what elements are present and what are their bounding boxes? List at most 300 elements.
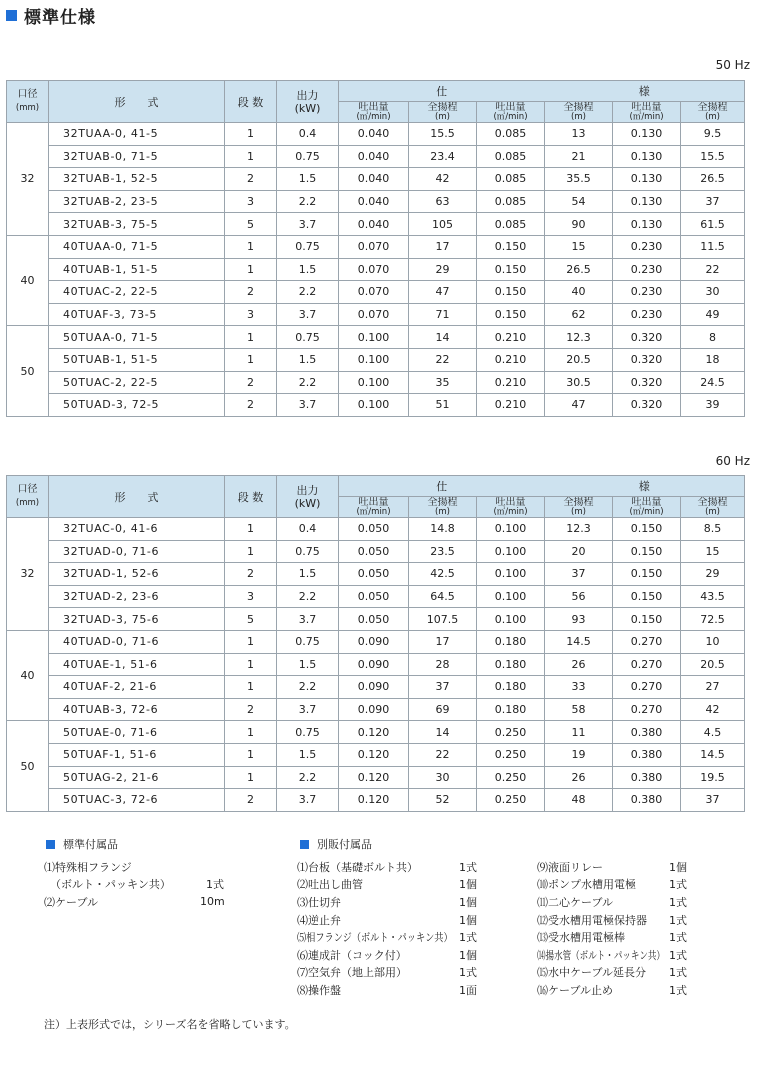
table-row xyxy=(7,235,745,258)
cell-output: 0.4 xyxy=(277,518,339,541)
table-row xyxy=(7,145,745,168)
cell-flow-1: 0.090 xyxy=(339,676,409,699)
cell-stages: 3 xyxy=(225,303,277,326)
cell-flow-1: 0.120 xyxy=(339,766,409,789)
spec-table-60hz xyxy=(6,475,745,812)
cell-head-2: 48 xyxy=(545,789,613,812)
cell-flow-3: 0.230 xyxy=(613,281,681,304)
table-row xyxy=(7,190,745,213)
header-spec-left: 仕 xyxy=(339,81,545,102)
cell-model: 50TUAB-1, 51-5 xyxy=(49,348,225,371)
cell-flow-3: 0.130 xyxy=(613,213,681,236)
cell-head-3: 19.5 xyxy=(681,766,745,789)
header-flow xyxy=(613,102,681,123)
cell-flow-3: 0.270 xyxy=(613,653,681,676)
accessory-name: ⑵吐出し曲管 xyxy=(297,878,363,892)
header-head xyxy=(545,102,613,123)
header-output xyxy=(277,476,339,518)
header-output-label: 出力 xyxy=(296,88,319,102)
header-spec-left: 仕 xyxy=(339,476,545,497)
cell-model: 50TUAF-1, 51-6 xyxy=(49,743,225,766)
accessory-name: ⑻操作盤 xyxy=(297,983,341,997)
list-item xyxy=(537,858,707,876)
cell-head-3: 10 xyxy=(681,630,745,653)
cell-output: 3.7 xyxy=(277,394,339,417)
table-row xyxy=(7,348,745,371)
cell-head-3: 14.5 xyxy=(681,743,745,766)
cell-flow-1: 0.070 xyxy=(339,281,409,304)
table-row xyxy=(7,326,745,349)
accessory-qty: 1面 xyxy=(459,983,477,997)
table-row xyxy=(7,766,745,789)
cell-head-2: 13 xyxy=(545,123,613,146)
header-flow-label: 吐出量 xyxy=(495,496,526,508)
cell-head-1: 23.5 xyxy=(409,540,477,563)
header-spec-right: 様 xyxy=(545,81,745,102)
cell-head-1: 42.5 xyxy=(409,563,477,586)
cell-head-3: 20.5 xyxy=(681,653,745,676)
cell-head-2: 37 xyxy=(545,563,613,586)
cell-output: 0.75 xyxy=(277,540,339,563)
accessory-name: （ボルト・パッキン共） xyxy=(50,878,171,892)
cell-flow-2: 0.250 xyxy=(477,743,545,766)
cell-stages: 5 xyxy=(225,608,277,631)
header-output xyxy=(277,81,339,123)
cell-head-2: 30.5 xyxy=(545,371,613,394)
cell-flow-2: 0.100 xyxy=(477,608,545,631)
table-row xyxy=(7,281,745,304)
cell-head-3: 15.5 xyxy=(681,145,745,168)
cell-head-3: 26.5 xyxy=(681,168,745,191)
cell-head-2: 11 xyxy=(545,721,613,744)
cell-flow-1: 0.050 xyxy=(339,608,409,631)
list-item xyxy=(44,876,244,894)
cell-output: 2.2 xyxy=(277,766,339,789)
cell-model: 40TUAD-0, 71-6 xyxy=(49,630,225,653)
header-flow-unit: (㎥/min) xyxy=(493,111,528,122)
header-head-label: 全揚程 xyxy=(427,496,458,508)
header-head-label: 全揚程 xyxy=(563,101,594,113)
cell-head-1: 42 xyxy=(409,168,477,191)
table-row xyxy=(7,698,745,721)
cell-flow-3: 0.150 xyxy=(613,608,681,631)
header-head xyxy=(545,497,613,518)
cell-head-2: 20 xyxy=(545,540,613,563)
cell-flow-3: 0.150 xyxy=(613,585,681,608)
cell-flow-3: 0.230 xyxy=(613,258,681,281)
cell-head-1: 63 xyxy=(409,190,477,213)
cell-head-2: 33 xyxy=(545,676,613,699)
cell-output: 0.4 xyxy=(277,123,339,146)
cell-head-1: 17 xyxy=(409,235,477,258)
cell-flow-1: 0.050 xyxy=(339,518,409,541)
header-head-label: 全揚程 xyxy=(427,101,458,113)
accessory-qty: 1式 xyxy=(669,878,687,892)
accessory-qty: 1式 xyxy=(669,983,687,997)
cell-flow-1: 0.100 xyxy=(339,348,409,371)
cell-flow-1: 0.100 xyxy=(339,326,409,349)
cell-model: 32TUAB-1, 52-5 xyxy=(49,168,225,191)
cell-stages: 3 xyxy=(225,585,277,608)
cell-head-1: 105 xyxy=(409,213,477,236)
cell-output: 1.5 xyxy=(277,653,339,676)
cell-stages: 2 xyxy=(225,281,277,304)
cell-head-2: 35.5 xyxy=(545,168,613,191)
cell-head-1: 29 xyxy=(409,258,477,281)
cell-flow-2: 0.150 xyxy=(477,303,545,326)
cell-model: 32TUAB-2, 23-5 xyxy=(49,190,225,213)
cell-flow-1: 0.040 xyxy=(339,213,409,236)
list-item xyxy=(537,893,707,911)
cell-output: 2.2 xyxy=(277,190,339,213)
cell-model: 40TUAC-2, 22-5 xyxy=(49,281,225,304)
header-flow xyxy=(613,497,681,518)
cell-flow-2: 0.180 xyxy=(477,698,545,721)
cell-flow-3: 0.380 xyxy=(613,766,681,789)
cell-model: 40TUAA-0, 71-5 xyxy=(49,235,225,258)
cell-flow-3: 0.320 xyxy=(613,371,681,394)
cell-stages: 1 xyxy=(225,145,277,168)
accessory-qty: 1個 xyxy=(669,860,687,874)
cell-head-2: 26 xyxy=(545,653,613,676)
cell-stages: 2 xyxy=(225,698,277,721)
cell-flow-2: 0.085 xyxy=(477,123,545,146)
header-flow-label: 吐出量 xyxy=(495,101,526,113)
header-flow-label: 吐出量 xyxy=(358,496,389,508)
cell-flow-3: 0.230 xyxy=(613,235,681,258)
standard-accessories-list xyxy=(44,858,244,911)
cell-flow-2: 0.150 xyxy=(477,235,545,258)
cell-flow-3: 0.320 xyxy=(613,326,681,349)
cell-head-3: 29 xyxy=(681,563,745,586)
cell-head-1: 23.4 xyxy=(409,145,477,168)
cell-flow-3: 0.130 xyxy=(613,145,681,168)
accessory-name: ⑷逆止弁 xyxy=(297,913,341,927)
accessory-qty: 1個 xyxy=(459,913,477,927)
cell-stages: 2 xyxy=(225,371,277,394)
cell-flow-2: 0.210 xyxy=(477,371,545,394)
cell-model: 50TUAE-0, 71-6 xyxy=(49,721,225,744)
cell-diameter: 40 xyxy=(7,630,49,720)
cell-head-1: 15.5 xyxy=(409,123,477,146)
cell-head-2: 19 xyxy=(545,743,613,766)
footnote: 注）上表形式では，シリーズ名を省略しています。 xyxy=(44,1018,296,1031)
cell-flow-1: 0.090 xyxy=(339,698,409,721)
cell-stages: 2 xyxy=(225,563,277,586)
cell-head-1: 22 xyxy=(409,348,477,371)
cell-flow-1: 0.040 xyxy=(339,168,409,191)
cell-model: 32TUAD-2, 23-6 xyxy=(49,585,225,608)
cell-diameter: 40 xyxy=(7,235,49,325)
cell-flow-3: 0.270 xyxy=(613,630,681,653)
standard-accessories-title: 標準付属品 xyxy=(63,838,118,851)
header-flow-label: 吐出量 xyxy=(631,101,662,113)
accessory-name: ⒂水中ケーブル延長分 xyxy=(537,966,647,980)
cell-head-1: 22 xyxy=(409,743,477,766)
accessory-name: ⒀受水槽用電極棒 xyxy=(537,931,625,945)
accessory-name: ⑵ケーブル xyxy=(44,895,99,909)
cell-flow-3: 0.320 xyxy=(613,394,681,417)
table-row xyxy=(7,213,745,236)
cell-flow-2: 0.085 xyxy=(477,168,545,191)
cell-diameter: 50 xyxy=(7,326,49,416)
list-item xyxy=(537,964,707,982)
cell-head-3: 30 xyxy=(681,281,745,304)
header-diameter-label: 口径 xyxy=(17,484,38,495)
page-title: 標準仕様 xyxy=(24,7,96,28)
cell-head-3: 4.5 xyxy=(681,721,745,744)
cell-flow-3: 0.380 xyxy=(613,789,681,812)
cell-head-2: 40 xyxy=(545,281,613,304)
cell-head-3: 24.5 xyxy=(681,371,745,394)
spec-table-50hz xyxy=(6,80,745,417)
cell-flow-2: 0.180 xyxy=(477,630,545,653)
cell-flow-1: 0.050 xyxy=(339,563,409,586)
cell-output: 3.7 xyxy=(277,213,339,236)
cell-flow-3: 0.380 xyxy=(613,743,681,766)
cell-head-2: 54 xyxy=(545,190,613,213)
cell-flow-3: 0.130 xyxy=(613,123,681,146)
cell-stages: 1 xyxy=(225,348,277,371)
title-square-icon xyxy=(6,10,17,21)
table-row xyxy=(7,721,745,744)
header-head-unit: (m) xyxy=(705,111,720,122)
cell-head-2: 47 xyxy=(545,394,613,417)
list-item xyxy=(297,964,497,982)
cell-flow-3: 0.150 xyxy=(613,540,681,563)
cell-output: 1.5 xyxy=(277,168,339,191)
cell-output: 2.2 xyxy=(277,281,339,304)
accessory-qty: 1式 xyxy=(459,860,477,874)
accessory-name: ⑿受水槽用電極保持器 xyxy=(537,913,647,927)
standard-accessories-heading xyxy=(46,836,118,852)
cell-head-1: 14 xyxy=(409,326,477,349)
accessory-name: ⑴台板（基礎ボルト共） xyxy=(297,860,418,874)
list-item xyxy=(537,876,707,894)
page-title-block xyxy=(6,4,96,26)
header-head-unit: (m) xyxy=(571,506,586,517)
header-flow xyxy=(477,497,545,518)
header-head-label: 全揚程 xyxy=(563,496,594,508)
table-row xyxy=(7,676,745,699)
cell-flow-3: 0.130 xyxy=(613,168,681,191)
cell-flow-1: 0.050 xyxy=(339,585,409,608)
cell-model: 32TUAD-0, 71-6 xyxy=(49,540,225,563)
cell-flow-2: 0.085 xyxy=(477,145,545,168)
header-flow-unit: (㎥/min) xyxy=(356,111,391,122)
cell-flow-2: 0.250 xyxy=(477,789,545,812)
accessory-qty: 1式 xyxy=(669,895,687,909)
cell-head-1: 107.5 xyxy=(409,608,477,631)
header-flow xyxy=(339,497,409,518)
freq-label-60hz: 60 Hz xyxy=(715,454,750,468)
cell-head-2: 12.3 xyxy=(545,518,613,541)
cell-head-1: 30 xyxy=(409,766,477,789)
accessory-name: ⒃ケーブル止め xyxy=(537,983,614,997)
cell-flow-2: 0.085 xyxy=(477,190,545,213)
accessory-name: ⑶仕切弁 xyxy=(297,895,341,909)
list-item xyxy=(297,876,497,894)
cell-flow-2: 0.085 xyxy=(477,213,545,236)
accessory-qty: 1個 xyxy=(459,878,477,892)
header-flow-unit: (㎥/min) xyxy=(356,506,391,517)
cell-head-2: 12.3 xyxy=(545,326,613,349)
cell-stages: 1 xyxy=(225,721,277,744)
cell-head-3: 9.5 xyxy=(681,123,745,146)
cell-head-2: 21 xyxy=(545,145,613,168)
cell-output: 1.5 xyxy=(277,743,339,766)
table-row xyxy=(7,653,745,676)
cell-head-2: 58 xyxy=(545,698,613,721)
cell-head-3: 42 xyxy=(681,698,745,721)
table-row xyxy=(7,540,745,563)
header-output-unit: (kW) xyxy=(294,496,321,510)
cell-output: 3.7 xyxy=(277,698,339,721)
list-item xyxy=(297,911,497,929)
list-item xyxy=(297,858,497,876)
table-row xyxy=(7,743,745,766)
cell-output: 3.7 xyxy=(277,303,339,326)
cell-stages: 1 xyxy=(225,743,277,766)
accessory-name: ⑺空気弁（地上部用） xyxy=(297,966,407,980)
header-head-label: 全揚程 xyxy=(697,101,728,113)
list-item xyxy=(44,893,244,911)
cell-head-2: 62 xyxy=(545,303,613,326)
header-head xyxy=(409,102,477,123)
cell-diameter: 32 xyxy=(7,518,49,631)
table-row xyxy=(7,123,745,146)
accessory-qty: 1式 xyxy=(459,966,477,980)
cell-head-3: 72.5 xyxy=(681,608,745,631)
cell-flow-1: 0.100 xyxy=(339,371,409,394)
list-item xyxy=(297,893,497,911)
table-row xyxy=(7,258,745,281)
cell-model: 50TUAD-3, 72-5 xyxy=(49,394,225,417)
cell-head-1: 28 xyxy=(409,653,477,676)
cell-flow-2: 0.150 xyxy=(477,281,545,304)
cell-flow-1: 0.070 xyxy=(339,303,409,326)
header-flow-unit: (㎥/min) xyxy=(629,111,664,122)
accessory-qty: 1個 xyxy=(459,948,477,962)
header-model: 形 式 xyxy=(49,81,225,123)
table-row xyxy=(7,585,745,608)
cell-head-2: 56 xyxy=(545,585,613,608)
cell-head-1: 14 xyxy=(409,721,477,744)
cell-flow-1: 0.070 xyxy=(339,258,409,281)
cell-head-3: 18 xyxy=(681,348,745,371)
cell-flow-2: 0.250 xyxy=(477,766,545,789)
accessory-qty: 1個 xyxy=(459,895,477,909)
accessory-qty: 10m xyxy=(200,895,225,909)
header-head-unit: (m) xyxy=(571,111,586,122)
cell-flow-1: 0.100 xyxy=(339,394,409,417)
cell-flow-2: 0.150 xyxy=(477,258,545,281)
cell-head-1: 14.8 xyxy=(409,518,477,541)
cell-head-1: 35 xyxy=(409,371,477,394)
cell-flow-2: 0.210 xyxy=(477,326,545,349)
cell-output: 2.2 xyxy=(277,676,339,699)
cell-head-1: 64.5 xyxy=(409,585,477,608)
list-item xyxy=(44,858,244,876)
cell-flow-1: 0.070 xyxy=(339,235,409,258)
cell-model: 32TUAD-3, 75-6 xyxy=(49,608,225,631)
cell-flow-1: 0.040 xyxy=(339,145,409,168)
header-stages: 段 数 xyxy=(225,81,277,123)
cell-flow-1: 0.120 xyxy=(339,743,409,766)
cell-output: 0.75 xyxy=(277,721,339,744)
cell-diameter: 32 xyxy=(7,123,49,236)
cell-head-2: 15 xyxy=(545,235,613,258)
cell-head-1: 69 xyxy=(409,698,477,721)
cell-head-2: 93 xyxy=(545,608,613,631)
cell-head-3: 49 xyxy=(681,303,745,326)
list-item xyxy=(537,928,707,946)
cell-stages: 1 xyxy=(225,766,277,789)
cell-head-3: 61.5 xyxy=(681,213,745,236)
cell-output: 2.2 xyxy=(277,371,339,394)
table-row xyxy=(7,371,745,394)
cell-stages: 1 xyxy=(225,518,277,541)
cell-output: 1.5 xyxy=(277,258,339,281)
accessory-name: ⑽ポンプ水槽用電極 xyxy=(537,878,636,892)
cell-flow-2: 0.100 xyxy=(477,585,545,608)
header-head-label: 全揚程 xyxy=(697,496,728,508)
list-item xyxy=(537,946,707,964)
cell-stages: 3 xyxy=(225,190,277,213)
cell-output: 1.5 xyxy=(277,348,339,371)
accessory-name: ⑾二心ケーブル xyxy=(537,895,614,909)
list-item xyxy=(297,928,497,946)
cell-output: 0.75 xyxy=(277,235,339,258)
cell-stages: 1 xyxy=(225,676,277,699)
cell-stages: 1 xyxy=(225,258,277,281)
accessory-name: ⑼液面リレー xyxy=(537,860,603,874)
header-diameter-label: 口径 xyxy=(17,89,38,100)
header-diameter-unit: (mm) xyxy=(15,498,40,508)
optional-accessories-col2 xyxy=(537,858,707,999)
optional-accessories-title: 別販付属品 xyxy=(317,838,372,851)
header-flow-unit: (㎥/min) xyxy=(629,506,664,517)
cell-flow-2: 0.100 xyxy=(477,540,545,563)
cell-head-3: 15 xyxy=(681,540,745,563)
cell-flow-3: 0.270 xyxy=(613,676,681,699)
accessory-qty: 1式 xyxy=(669,931,687,945)
cell-model: 50TUAA-0, 71-5 xyxy=(49,326,225,349)
accessory-name: ⒁揚水管（ボルト・パッキン共） xyxy=(537,948,665,962)
table-row xyxy=(7,608,745,631)
header-stages: 段 数 xyxy=(225,476,277,518)
cell-flow-3: 0.130 xyxy=(613,190,681,213)
header-flow xyxy=(339,102,409,123)
cell-head-2: 26.5 xyxy=(545,258,613,281)
cell-flow-2: 0.180 xyxy=(477,653,545,676)
cell-head-1: 37 xyxy=(409,676,477,699)
table-row xyxy=(7,563,745,586)
header-diameter xyxy=(7,476,49,518)
accessory-name: ⑹連成計（コック付） xyxy=(297,948,407,962)
cell-flow-2: 0.210 xyxy=(477,394,545,417)
cell-output: 0.75 xyxy=(277,326,339,349)
cell-stages: 2 xyxy=(225,789,277,812)
cell-stages: 5 xyxy=(225,213,277,236)
cell-head-2: 20.5 xyxy=(545,348,613,371)
cell-flow-3: 0.230 xyxy=(613,303,681,326)
cell-flow-2: 0.250 xyxy=(477,721,545,744)
cell-model: 40TUAB-1, 51-5 xyxy=(49,258,225,281)
accessory-qty: 1式 xyxy=(669,948,687,962)
cell-flow-2: 0.100 xyxy=(477,563,545,586)
cell-head-1: 51 xyxy=(409,394,477,417)
